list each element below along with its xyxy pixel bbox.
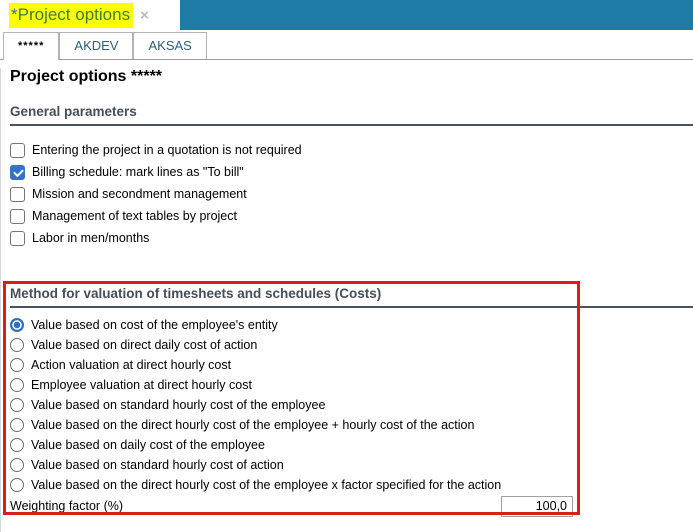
section-divider bbox=[10, 124, 693, 126]
checkbox-row-mission-secondment[interactable] bbox=[10, 183, 693, 205]
radio-row-direct-daily-cost-action[interactable] bbox=[10, 335, 693, 355]
checkbox-label: Management of text tables by project bbox=[32, 209, 237, 223]
radio-row-daily-cost-employee[interactable] bbox=[10, 435, 693, 455]
checkbox-icon[interactable] bbox=[10, 143, 25, 158]
radio-row-action-valuation-hourly[interactable] bbox=[10, 355, 693, 375]
checkbox-label: Labor in men/months bbox=[32, 231, 150, 245]
checkbox-label: Billing schedule: mark lines as "To bill" bbox=[32, 165, 244, 179]
modified-asterisk: * bbox=[11, 4, 18, 24]
radio-label: Action valuation at direct hourly cost bbox=[31, 358, 232, 372]
radio-icon[interactable] bbox=[10, 338, 24, 352]
radio-icon[interactable] bbox=[10, 438, 24, 452]
checkbox-icon[interactable] bbox=[10, 231, 25, 246]
radio-row-standard-hourly-action[interactable] bbox=[10, 455, 693, 475]
radio-row-cost-employee-entity[interactable] bbox=[10, 315, 693, 335]
checkbox-label: Entering the project in a quotation is not required bbox=[32, 143, 302, 157]
weighting-factor-input[interactable] bbox=[501, 496, 573, 517]
checkbox-checked-icon[interactable] bbox=[10, 165, 25, 180]
window-titlebar bbox=[0, 0, 693, 30]
tab-akdev[interactable]: AKDEV bbox=[59, 32, 133, 59]
checkbox-row-quotation-not-required[interactable] bbox=[10, 139, 693, 161]
checkbox-label: Mission and secondment management bbox=[32, 187, 247, 201]
radio-row-employee-valuation-hourly[interactable] bbox=[10, 375, 693, 395]
radio-label: Value based on direct daily cost of action bbox=[31, 338, 258, 352]
valuation-method-radio-group bbox=[10, 315, 693, 495]
folder-tabstrip bbox=[0, 30, 693, 60]
content-panel bbox=[0, 68, 693, 532]
checkbox-row-labor-men-months[interactable] bbox=[10, 227, 693, 249]
radio-icon[interactable] bbox=[10, 458, 24, 472]
radio-label: Value based on standard hourly cost of action bbox=[31, 458, 284, 472]
weighting-factor-label: Weighting factor (%) bbox=[10, 499, 124, 513]
radio-label: Value based on cost of the employee's entity bbox=[31, 318, 278, 332]
radio-icon[interactable] bbox=[10, 478, 24, 492]
checkbox-row-billing-schedule[interactable] bbox=[10, 161, 693, 183]
document-tab-project-options[interactable] bbox=[0, 0, 180, 30]
general-parameters-header: General parameters bbox=[10, 104, 137, 119]
section-divider bbox=[10, 306, 693, 308]
radio-label: Employee valuation at direct hourly cost bbox=[31, 378, 252, 392]
weighting-factor-row bbox=[10, 495, 693, 517]
radio-icon[interactable] bbox=[10, 358, 24, 372]
tab-aksas[interactable]: AKSAS bbox=[133, 32, 206, 59]
radio-label: Value based on daily cost of the employee bbox=[31, 438, 265, 452]
radio-icon[interactable] bbox=[10, 378, 24, 392]
tab-stars[interactable]: ***** bbox=[3, 32, 59, 60]
page-title: Project options ***** bbox=[10, 68, 163, 85]
radio-label: Value based on the direct hourly cost of the employee x factor specified for the action bbox=[31, 478, 502, 492]
method-valuation-header: Method for valuation of timesheets and schedules (Costs) bbox=[10, 286, 382, 301]
radio-selected-icon[interactable] bbox=[10, 318, 24, 332]
radio-row-hourly-employee-plus-action[interactable] bbox=[10, 415, 693, 435]
radio-row-standard-hourly-employee[interactable] bbox=[10, 395, 693, 415]
tabbar-filler bbox=[180, 0, 693, 30]
close-icon[interactable]: × bbox=[140, 6, 149, 24]
radio-row-hourly-employee-x-factor[interactable] bbox=[10, 475, 693, 495]
general-parameters-list bbox=[10, 139, 693, 249]
checkbox-icon[interactable] bbox=[10, 187, 25, 202]
radio-label: Value based on the direct hourly cost of the employee + hourly cost of the action bbox=[31, 418, 475, 432]
checkbox-icon[interactable] bbox=[10, 209, 25, 224]
radio-icon[interactable] bbox=[10, 418, 24, 432]
document-tab-highlight bbox=[9, 3, 133, 28]
radio-icon[interactable] bbox=[10, 398, 24, 412]
document-tab-title: Project options bbox=[17, 4, 131, 24]
checkbox-row-text-tables[interactable] bbox=[10, 205, 693, 227]
radio-label: Value based on standard hourly cost of the employee bbox=[31, 398, 326, 412]
